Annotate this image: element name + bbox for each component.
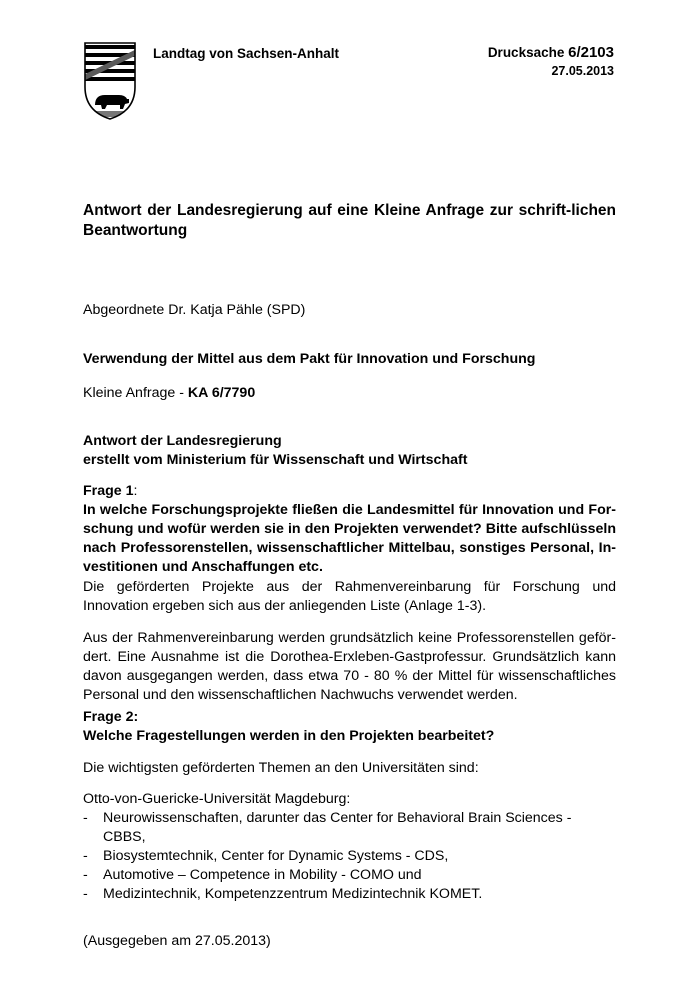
university-name: Otto-von-Guericke-Universität Magdeburg: bbox=[83, 791, 351, 807]
list-item: - Automotive – Competence in Mobility - COMO und bbox=[83, 866, 616, 885]
question-1-text: In welche Forschungsprojekte fließen die Landesmittel für Innovation und For-schung und wofür werden sie in den Projekten verwendet? Bitte aufschlüsseln nach Professorenstellen, wissenschaftlicher Mittelbau, sonstiges Personal, In-vestitionen und Anschaffungen etc. bbox=[83, 502, 616, 575]
answer-by bbox=[83, 432, 616, 470]
question-1-colon: : bbox=[133, 483, 138, 499]
question-1-label: Frage 1 bbox=[83, 483, 134, 499]
list-item: - Biosystemtechnik, Center for Dynamic Systems - CDS, bbox=[83, 847, 616, 866]
question-2-text: Welche Fragestellungen werden in den Projekten bearbeitet? bbox=[83, 728, 495, 744]
document-date: 27.05.2013 bbox=[551, 64, 614, 78]
answer-1-paragraph-2: Aus der Rahmenvereinbarung werden grundsätzlich keine Professorenstellen geför-dert. Eine Ausnahme ist die Dorothea-Erxleben-Gastprofessur. Grundsätzlich kann davon ausgegangen werden, dass etwa 70 - 80 % der Mittel für wissenschaftliches Personal und den wissenschaftlichen Nachwuchs verwendet werden. bbox=[83, 630, 616, 703]
answer-2-university-block bbox=[83, 790, 616, 904]
issued-date-footer: (Ausgegeben am 27.05.2013) bbox=[83, 933, 271, 949]
topic-list bbox=[83, 809, 616, 904]
member-name: Abgeordnete Dr. Katja Pähle (SPD) bbox=[83, 302, 306, 318]
list-item: - Medizintechnik, Kompetenzzentrum Medizintechnik KOMET. bbox=[83, 885, 616, 904]
inquiry-prefix: Kleine Anfrage - bbox=[83, 385, 188, 401]
drucksache-label: Drucksache bbox=[487, 45, 569, 60]
drucksache-block bbox=[488, 43, 614, 80]
question-2 bbox=[83, 708, 616, 746]
drucksache-number: 6/2103 bbox=[568, 44, 614, 61]
answer-by-line2: erstellt vom Ministerium für Wissenschaft und Wirtschaft bbox=[83, 452, 468, 468]
list-item: - Neurowissenschaften, darunter das Center for Behavioral Brain Sciences - CBBS, bbox=[83, 809, 616, 847]
answer-by-line1: Antwort der Landesregierung bbox=[83, 433, 282, 449]
coat-of-arms-logo bbox=[83, 41, 137, 121]
inquiry-reference bbox=[83, 384, 616, 403]
answer-1-paragraph-1: Die geförderten Projekte aus der Rahmenvereinbarung für Forschung und Innovation ergeben sich aus der anliegenden Liste (Anlage 1-3). bbox=[83, 579, 616, 614]
inquiry-number: KA 6/7790 bbox=[187, 385, 256, 401]
question-2-label: Frage 2: bbox=[83, 709, 139, 725]
subject-line: Verwendung der Mittel aus dem Pakt für Innovation und Forschung bbox=[83, 351, 536, 367]
parliament-name: Landtag von Sachsen-Anhalt bbox=[153, 46, 340, 61]
document-title: Antwort der Landesregierung auf eine Kleine Anfrage zur schrift-lichen Beantwortung bbox=[83, 202, 616, 239]
answer-2-intro: Die wichtigsten geförderten Themen an den Universitäten sind: bbox=[83, 760, 479, 776]
question-1 bbox=[83, 482, 616, 577]
